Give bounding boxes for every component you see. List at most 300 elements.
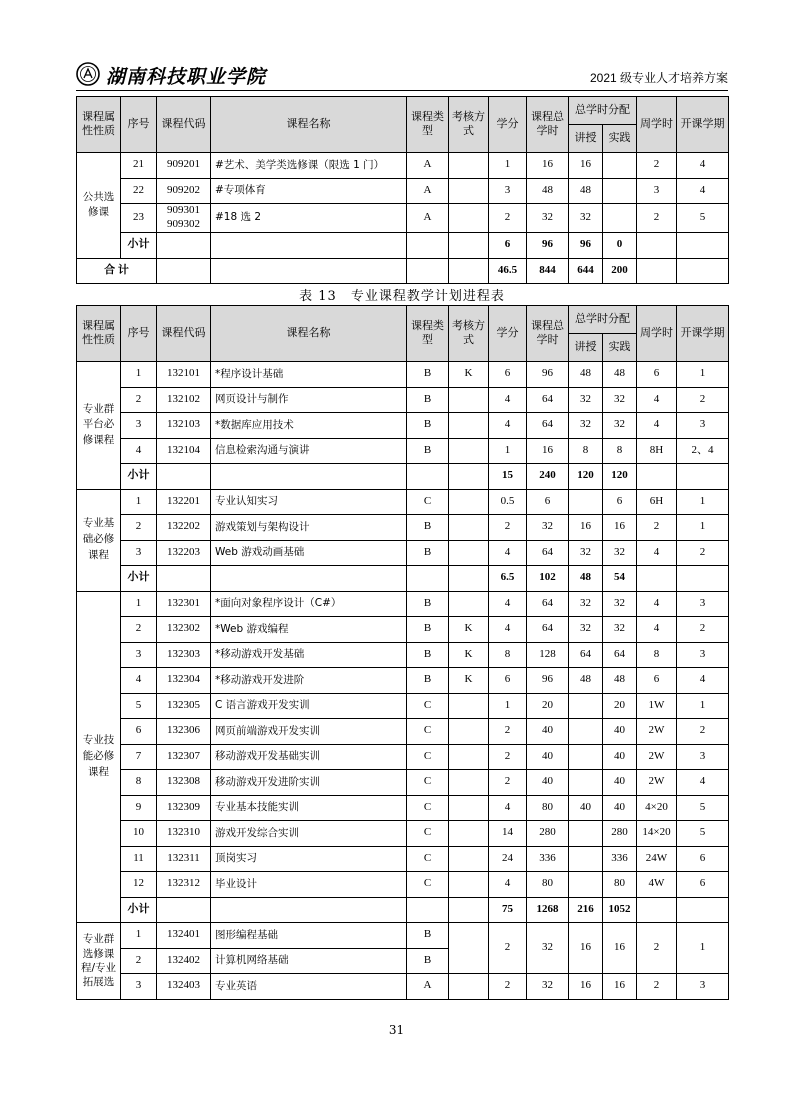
col-weekly: 周学时 — [637, 306, 677, 362]
lecture-cell: 16 — [569, 515, 603, 541]
credit-cell: 4 — [489, 413, 527, 439]
exam-cell — [449, 846, 489, 872]
col-credit: 学分 — [489, 306, 527, 362]
practice-cell — [603, 204, 637, 233]
term-cell: 1 — [677, 489, 729, 515]
term-cell: 3 — [677, 591, 729, 617]
table-row — [77, 821, 729, 847]
course-name-cell: 游戏策划与架构设计 — [211, 515, 407, 541]
total-hours-cell: 80 — [527, 872, 569, 898]
lecture-cell: 32 — [569, 387, 603, 413]
lecture-cell: 64 — [569, 642, 603, 668]
term-cell: 2 — [677, 387, 729, 413]
exam-cell — [449, 923, 489, 974]
credit-cell: 6 — [489, 668, 527, 694]
term-cell: 3 — [677, 642, 729, 668]
document-title: 2021 级专业人才培养方案 — [589, 71, 728, 85]
credit-cell: 3 — [489, 178, 527, 204]
total-hours-cell: 96 — [527, 362, 569, 388]
course-name-cell: #艺术、美学类选修课（限选 1 门） — [211, 153, 407, 179]
seq-cell: 21 — [121, 153, 157, 179]
type-cell: C — [407, 770, 449, 796]
exam-cell: K — [449, 642, 489, 668]
col-code: 课程代码 — [157, 97, 211, 153]
subtotal-lecture: 216 — [569, 897, 603, 923]
code-cell: 132305 — [157, 693, 211, 719]
table-row — [77, 744, 729, 770]
category-cell: 专业群选修课程/专业拓展选 — [77, 923, 121, 1000]
term-cell: 1 — [677, 923, 729, 974]
col-seq: 序号 — [121, 97, 157, 153]
total-hours-cell: 40 — [527, 770, 569, 796]
subtotal-credit: 6.5 — [489, 566, 527, 592]
type-cell: B — [407, 642, 449, 668]
practice-cell: 32 — [603, 387, 637, 413]
type-cell: A — [407, 153, 449, 179]
table-row — [77, 362, 729, 388]
category-cell: 专业基础必修课程 — [77, 489, 121, 591]
page-number: 31 — [388, 1023, 405, 1037]
seq-cell: 1 — [121, 923, 157, 949]
weekly-cell: 2 — [637, 515, 677, 541]
subtotal-total: 102 — [527, 566, 569, 592]
code-cell: 132309 — [157, 795, 211, 821]
table-row — [77, 387, 729, 413]
weekly-cell: 4W — [637, 872, 677, 898]
total-hours-cell: 128 — [527, 642, 569, 668]
weekly-cell: 4 — [637, 617, 677, 643]
practice-cell: 8 — [603, 438, 637, 464]
type-cell: A — [407, 204, 449, 233]
subtotal-credit: 15 — [489, 464, 527, 490]
total-hours-cell: 32 — [527, 974, 569, 1000]
course-name-cell: 计算机网络基础 — [211, 948, 407, 974]
subtotal-label: 小计 — [121, 897, 157, 923]
credit-cell: 0.5 — [489, 489, 527, 515]
term-cell: 3 — [677, 974, 729, 1000]
exam-cell: K — [449, 617, 489, 643]
code-cell: 132104 — [157, 438, 211, 464]
subtotal-practice: 0 — [603, 233, 637, 259]
table-row — [77, 923, 729, 949]
col-credit: 学分 — [489, 97, 527, 153]
credit-cell: 4 — [489, 872, 527, 898]
course-name-cell: #18 选 2 — [211, 204, 407, 233]
table-row — [77, 153, 729, 179]
type-cell: B — [407, 617, 449, 643]
subtotal-practice: 120 — [603, 464, 637, 490]
type-cell: C — [407, 821, 449, 847]
credit-cell: 4 — [489, 591, 527, 617]
type-cell: B — [407, 413, 449, 439]
public-elective-table — [76, 96, 729, 284]
code-cell: 132312 — [157, 872, 211, 898]
credit-cell: 1 — [489, 153, 527, 179]
exam-cell — [449, 515, 489, 541]
practice-cell: 64 — [603, 642, 637, 668]
subtotal-row — [77, 566, 729, 592]
practice-cell: 280 — [603, 821, 637, 847]
exam-cell — [449, 974, 489, 1000]
seq-cell: 2 — [121, 515, 157, 541]
lecture-cell: 32 — [569, 617, 603, 643]
type-cell: B — [407, 515, 449, 541]
seq-cell: 7 — [121, 744, 157, 770]
practice-cell — [603, 153, 637, 179]
lecture-cell: 48 — [569, 668, 603, 694]
lecture-cell — [569, 846, 603, 872]
course-name-cell: 网页前端游戏开发实训 — [211, 719, 407, 745]
lecture-cell — [569, 719, 603, 745]
course-name-cell: 图形编程基础 — [211, 923, 407, 949]
term-cell: 4 — [677, 153, 729, 179]
course-name-cell: 网页设计与制作 — [211, 387, 407, 413]
weekly-cell: 4 — [637, 413, 677, 439]
code-cell: 132102 — [157, 387, 211, 413]
lecture-cell: 16 — [569, 153, 603, 179]
total-hours-cell: 16 — [527, 153, 569, 179]
weekly-cell: 14×20 — [637, 821, 677, 847]
seq-cell: 4 — [121, 668, 157, 694]
code-cell: 132201 — [157, 489, 211, 515]
term-cell: 3 — [677, 413, 729, 439]
course-name-cell: 移动游戏开发基础实训 — [211, 744, 407, 770]
weekly-cell: 4 — [637, 540, 677, 566]
code-cell: 132310 — [157, 821, 211, 847]
exam-cell — [449, 821, 489, 847]
term-cell: 2 — [677, 540, 729, 566]
code-cell: 132308 — [157, 770, 211, 796]
course-name-cell: 顶岗实习 — [211, 846, 407, 872]
course-name-cell: C 语言游戏开发实训 — [211, 693, 407, 719]
lecture-cell: 32 — [569, 591, 603, 617]
course-name-cell: *移动游戏开发基础 — [211, 642, 407, 668]
practice-cell: 48 — [603, 668, 637, 694]
weekly-cell: 2 — [637, 923, 677, 974]
type-cell: B — [407, 540, 449, 566]
school-logo-icon — [76, 62, 100, 86]
type-cell: B — [407, 668, 449, 694]
total-hours-cell: 96 — [527, 668, 569, 694]
credit-cell: 6 — [489, 362, 527, 388]
type-cell: A — [407, 178, 449, 204]
exam-cell — [449, 178, 489, 204]
subtotal-label: 小计 — [121, 464, 157, 490]
lecture-cell — [569, 872, 603, 898]
col-lecture: 讲授 — [569, 334, 603, 362]
lecture-cell: 16 — [569, 923, 603, 974]
code-cell: 132311 — [157, 846, 211, 872]
type-cell: C — [407, 795, 449, 821]
weekly-cell: 1W — [637, 693, 677, 719]
seq-cell: 1 — [121, 591, 157, 617]
term-cell: 1 — [677, 693, 729, 719]
col-practice: 实践 — [603, 334, 637, 362]
subtotal-label: 小计 — [121, 233, 157, 259]
exam-cell — [449, 719, 489, 745]
type-cell: B — [407, 362, 449, 388]
seq-cell: 11 — [121, 846, 157, 872]
total-hours-cell: 64 — [527, 540, 569, 566]
category-cell: 专业群平台必修课程 — [77, 362, 121, 490]
weekly-cell: 2W — [637, 770, 677, 796]
total-hours-cell: 64 — [527, 617, 569, 643]
seq-cell: 4 — [121, 438, 157, 464]
category-cell: 专业技能必修课程 — [77, 591, 121, 923]
col-attr: 课程属性性质 — [77, 306, 121, 362]
col-lecture: 讲授 — [569, 125, 603, 153]
type-cell: B — [407, 438, 449, 464]
subtotal-lecture: 120 — [569, 464, 603, 490]
col-code: 课程代码 — [157, 306, 211, 362]
seq-cell: 3 — [121, 413, 157, 439]
col-type: 课程类型 — [407, 306, 449, 362]
term-cell: 1 — [677, 515, 729, 541]
credit-cell: 2 — [489, 770, 527, 796]
total-hours-cell: 32 — [527, 515, 569, 541]
weekly-cell: 4 — [637, 387, 677, 413]
term-cell: 2 — [677, 617, 729, 643]
credit-cell: 2 — [489, 744, 527, 770]
col-exam: 考核方式 — [449, 306, 489, 362]
weekly-cell: 2 — [637, 204, 677, 233]
total-hours-cell: 64 — [527, 591, 569, 617]
credit-cell: 14 — [489, 821, 527, 847]
table-row — [77, 974, 729, 1000]
subtotal-label: 小计 — [121, 566, 157, 592]
code-cell: 132101 — [157, 362, 211, 388]
course-name-cell: *程序设计基础 — [211, 362, 407, 388]
table-row — [77, 591, 729, 617]
code-cell: 132103 — [157, 413, 211, 439]
term-cell: 4 — [677, 668, 729, 694]
lecture-cell: 8 — [569, 438, 603, 464]
credit-cell: 24 — [489, 846, 527, 872]
col-attr: 课程属性性质 — [77, 97, 121, 153]
code-cell: 132301 — [157, 591, 211, 617]
credit-cell: 8 — [489, 642, 527, 668]
type-cell: C — [407, 719, 449, 745]
code-cell: 132401 — [157, 923, 211, 949]
seq-cell: 1 — [121, 362, 157, 388]
seq-cell: 2 — [121, 617, 157, 643]
type-cell: C — [407, 846, 449, 872]
col-name: 课程名称 — [211, 97, 407, 153]
code-line-1: 909301 — [167, 204, 200, 217]
type-cell: B — [407, 948, 449, 974]
col-practice: 实践 — [603, 125, 637, 153]
total-hours-cell: 280 — [527, 821, 569, 847]
seq-cell: 2 — [121, 387, 157, 413]
lecture-cell: 32 — [569, 204, 603, 233]
credit-cell: 2 — [489, 923, 527, 974]
subtotal-credit: 6 — [489, 233, 527, 259]
code-cell — [157, 204, 211, 233]
code-cell: 132203 — [157, 540, 211, 566]
seq-cell: 2 — [121, 948, 157, 974]
table-row — [77, 178, 729, 204]
grand-total-row — [77, 258, 729, 284]
term-cell: 2 — [677, 719, 729, 745]
table-row — [77, 515, 729, 541]
grand-total-lecture: 644 — [569, 258, 603, 284]
code-cell: 132306 — [157, 719, 211, 745]
code-line-2: 909302 — [167, 218, 200, 230]
course-name-cell: 信息检索沟通与演讲 — [211, 438, 407, 464]
seq-cell: 3 — [121, 642, 157, 668]
exam-cell — [449, 744, 489, 770]
course-name-cell: 专业认知实习 — [211, 489, 407, 515]
exam-cell — [449, 153, 489, 179]
weekly-cell: 2 — [637, 974, 677, 1000]
col-name: 课程名称 — [211, 306, 407, 362]
lecture-cell — [569, 770, 603, 796]
type-cell: B — [407, 591, 449, 617]
practice-cell: 32 — [603, 540, 637, 566]
total-hours-cell: 64 — [527, 413, 569, 439]
credit-cell: 1 — [489, 693, 527, 719]
subtotal-row — [77, 464, 729, 490]
school-name: 湖南科技职业学院 — [106, 67, 267, 88]
exam-cell — [449, 489, 489, 515]
credit-cell: 2 — [489, 204, 527, 233]
seq-cell: 5 — [121, 693, 157, 719]
type-cell: A — [407, 974, 449, 1000]
course-name-cell: 专业英语 — [211, 974, 407, 1000]
lecture-cell: 48 — [569, 362, 603, 388]
course-name-cell: *移动游戏开发进阶 — [211, 668, 407, 694]
total-hours-cell: 48 — [527, 178, 569, 204]
table-row — [77, 617, 729, 643]
total-hours-cell: 40 — [527, 744, 569, 770]
type-cell: B — [407, 387, 449, 413]
practice-cell: 40 — [603, 795, 637, 821]
credit-cell: 2 — [489, 719, 527, 745]
practice-cell: 48 — [603, 362, 637, 388]
practice-cell: 32 — [603, 591, 637, 617]
exam-cell — [449, 795, 489, 821]
practice-cell: 20 — [603, 693, 637, 719]
practice-cell: 32 — [603, 413, 637, 439]
total-hours-cell: 64 — [527, 387, 569, 413]
term-cell: 2、4 — [677, 438, 729, 464]
col-exam: 考核方式 — [449, 97, 489, 153]
total-hours-cell: 32 — [527, 923, 569, 974]
seq-cell: 6 — [121, 719, 157, 745]
practice-cell: 40 — [603, 770, 637, 796]
type-cell: C — [407, 744, 449, 770]
table-row — [77, 795, 729, 821]
seq-cell: 8 — [121, 770, 157, 796]
total-hours-cell: 32 — [527, 204, 569, 233]
practice-cell: 32 — [603, 617, 637, 643]
term-cell: 1 — [677, 362, 729, 388]
col-seq: 序号 — [121, 306, 157, 362]
subtotal-practice: 54 — [603, 566, 637, 592]
weekly-cell: 4 — [637, 591, 677, 617]
table-row — [77, 204, 729, 233]
code-cell: 132202 — [157, 515, 211, 541]
code-cell: 909201 — [157, 153, 211, 179]
lecture-cell — [569, 821, 603, 847]
lecture-cell — [569, 744, 603, 770]
col-weekly: 周学时 — [637, 97, 677, 153]
practice-cell: 336 — [603, 846, 637, 872]
weekly-cell: 3 — [637, 178, 677, 204]
subtotal-lecture: 96 — [569, 233, 603, 259]
lecture-cell: 48 — [569, 178, 603, 204]
credit-cell: 1 — [489, 438, 527, 464]
type-cell: C — [407, 489, 449, 515]
subtotal-lecture: 48 — [569, 566, 603, 592]
lecture-cell: 16 — [569, 974, 603, 1000]
table-row — [77, 668, 729, 694]
practice-cell: 6 — [603, 489, 637, 515]
code-cell: 909202 — [157, 178, 211, 204]
seq-cell: 12 — [121, 872, 157, 898]
weekly-cell: 8H — [637, 438, 677, 464]
subtotal-practice: 1052 — [603, 897, 637, 923]
weekly-cell: 2 — [637, 153, 677, 179]
col-total: 课程总学时 — [527, 97, 569, 153]
exam-cell — [449, 872, 489, 898]
category-cell: 公共选修课 — [77, 153, 121, 259]
table-row — [77, 413, 729, 439]
subtotal-total: 1268 — [527, 897, 569, 923]
weekly-cell: 2W — [637, 719, 677, 745]
term-cell: 6 — [677, 872, 729, 898]
grand-total-label: 合 计 — [77, 258, 157, 284]
term-cell: 5 — [677, 795, 729, 821]
exam-cell — [449, 693, 489, 719]
practice-cell: 16 — [603, 515, 637, 541]
course-name-cell: *面向对象程序设计（C#） — [211, 591, 407, 617]
practice-cell — [603, 178, 637, 204]
credit-cell: 4 — [489, 540, 527, 566]
term-cell: 3 — [677, 744, 729, 770]
exam-cell: K — [449, 362, 489, 388]
subtotal-row — [77, 233, 729, 259]
term-cell: 5 — [677, 821, 729, 847]
course-name-cell: 毕业设计 — [211, 872, 407, 898]
credit-cell: 4 — [489, 795, 527, 821]
practice-cell: 80 — [603, 872, 637, 898]
total-hours-cell: 16 — [527, 438, 569, 464]
weekly-cell: 6 — [637, 668, 677, 694]
col-term: 开课学期 — [677, 97, 729, 153]
table-row — [77, 642, 729, 668]
subtotal-total: 240 — [527, 464, 569, 490]
exam-cell — [449, 540, 489, 566]
term-cell: 4 — [677, 178, 729, 204]
term-cell: 4 — [677, 770, 729, 796]
credit-cell: 2 — [489, 974, 527, 1000]
term-cell: 6 — [677, 846, 729, 872]
lecture-cell: 40 — [569, 795, 603, 821]
seq-cell: 1 — [121, 489, 157, 515]
course-name-cell: Web 游戏动画基础 — [211, 540, 407, 566]
grand-total-credit: 46.5 — [489, 258, 527, 284]
total-hours-cell: 80 — [527, 795, 569, 821]
exam-cell — [449, 438, 489, 464]
table-row — [77, 489, 729, 515]
code-cell: 132403 — [157, 974, 211, 1000]
practice-cell: 40 — [603, 744, 637, 770]
col-total: 课程总学时 — [527, 306, 569, 362]
total-hours-cell: 6 — [527, 489, 569, 515]
table-row — [77, 719, 729, 745]
page-header — [76, 60, 728, 91]
